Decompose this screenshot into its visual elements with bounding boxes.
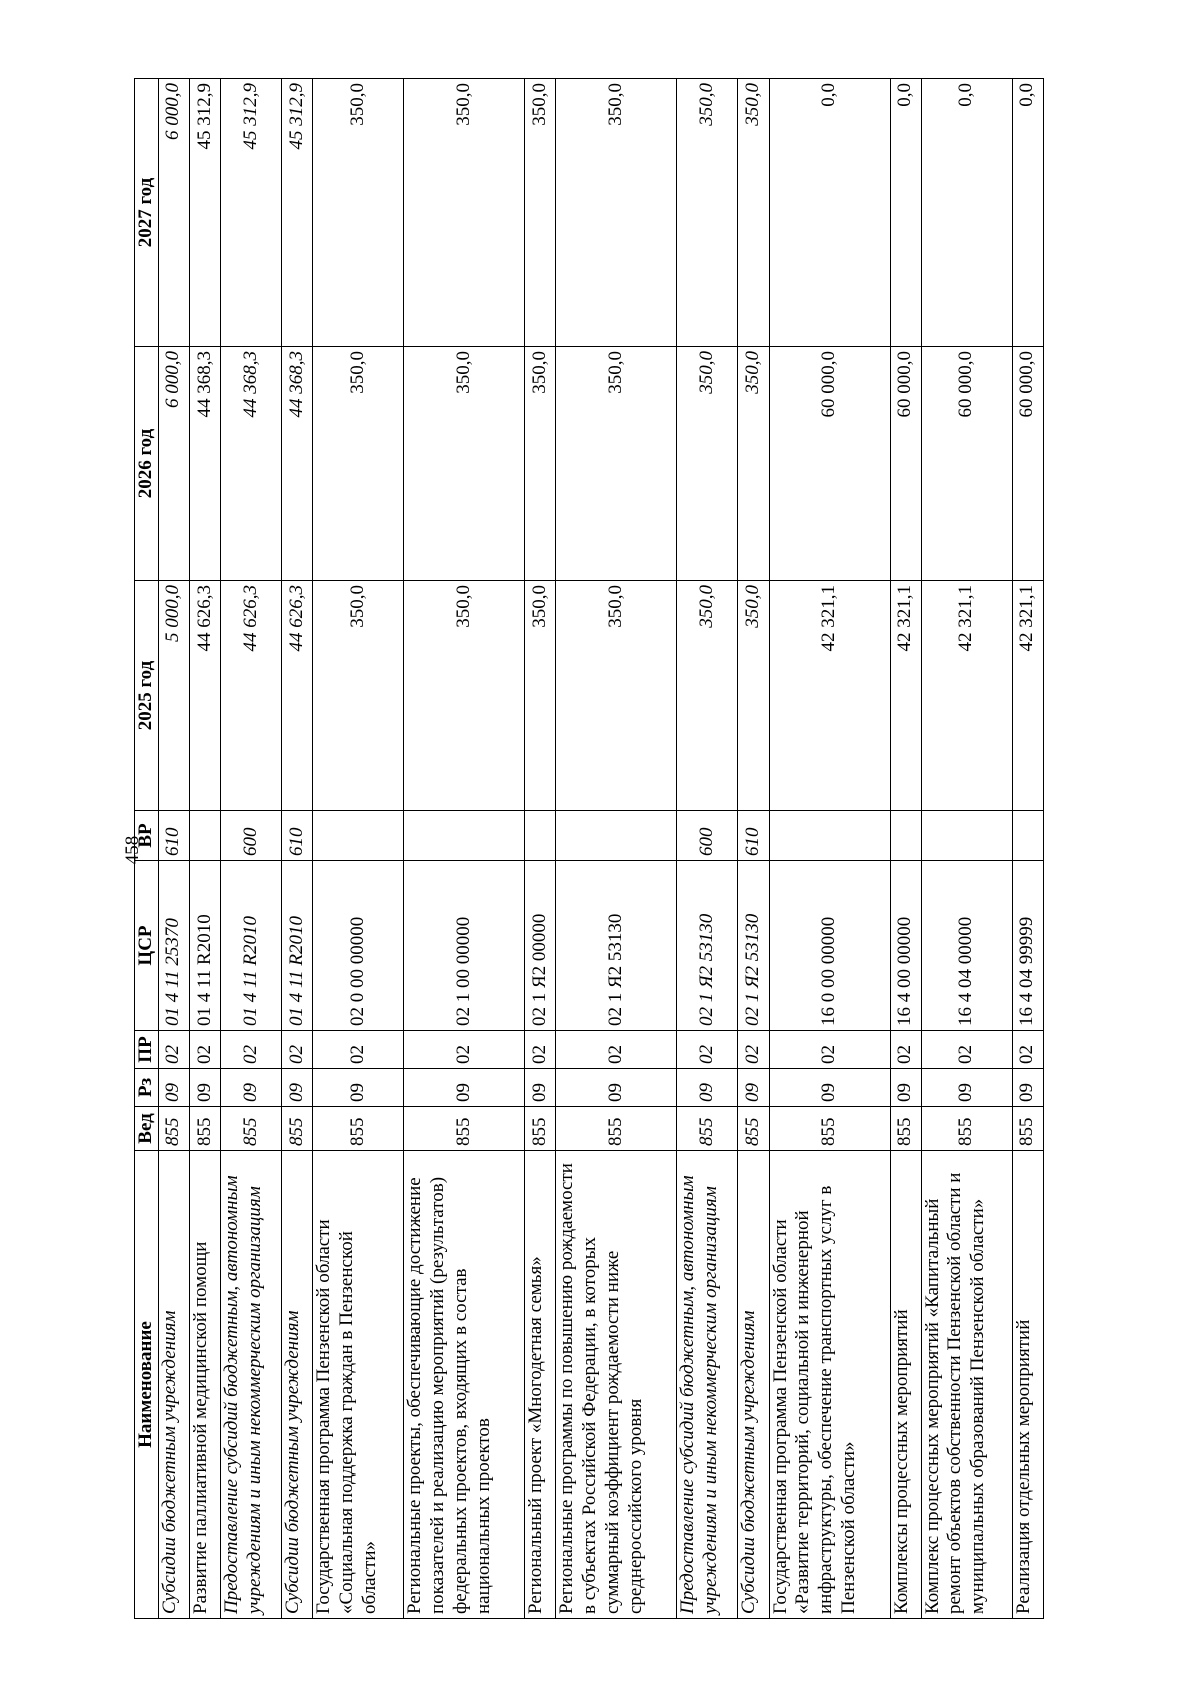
- cell-2025: 350,0: [738, 581, 769, 811]
- cell-vr: [525, 811, 556, 861]
- cell-2025: 350,0: [677, 581, 738, 811]
- cell-pr: 02: [282, 1031, 313, 1069]
- cell-name: Государственная программа Пензенской области «Развитие территорий, социальной и инженерной инфраструктуры, обеспечение транспортных услуг в Пензенской области»: [769, 1151, 890, 1619]
- cell-csr: 02 1 Я2 53130: [677, 861, 738, 1031]
- cell-rz: 09: [221, 1069, 282, 1107]
- cell-csr: 01 4 11 25370: [158, 861, 189, 1031]
- cell-rz: 09: [890, 1069, 921, 1107]
- cell-name: Субсидии бюджетным учреждениям: [158, 1151, 189, 1619]
- cell-2026: 350,0: [677, 347, 738, 581]
- cell-pr: 02: [677, 1031, 738, 1069]
- table-row: [158, 79, 189, 1619]
- cell-name: Региональный проект «Многодетная семья»: [525, 1151, 556, 1619]
- cell-csr: 02 1 Я2 00000: [525, 861, 556, 1031]
- cell-rz: 09: [189, 1069, 220, 1107]
- cell-2025: 350,0: [404, 581, 525, 811]
- cell-csr: 16 4 04 00000: [921, 861, 1012, 1031]
- cell-csr: 16 0 00 00000: [769, 861, 890, 1031]
- cell-name: Предоставление субсидий бюджетным, автономным учреждениям и иным некоммерческим организациям: [677, 1151, 738, 1619]
- cell-vr: [189, 811, 220, 861]
- table-row: [556, 79, 677, 1619]
- cell-2027: 350,0: [677, 79, 738, 347]
- cell-2025: 44 626,3: [189, 581, 220, 811]
- cell-2025: 44 626,3: [282, 581, 313, 811]
- cell-2025: 42 321,1: [890, 581, 921, 811]
- cell-csr: 02 1 Я2 53130: [556, 861, 677, 1031]
- cell-2026: 6 000,0: [158, 347, 189, 581]
- cell-name: Развитие паллиативной медицинской помощи: [189, 1151, 220, 1619]
- cell-pr: 02: [1012, 1031, 1043, 1069]
- header-ved: Вед: [135, 1107, 159, 1151]
- cell-name: Региональные программы по повышению рождаемости в субъектах Российской Федерации, в которых суммарный коэффициент рождаемости ниже среднероссийского уровня: [556, 1151, 677, 1619]
- table-row: [1012, 79, 1043, 1619]
- cell-csr: 01 4 11 R2010: [221, 861, 282, 1031]
- header-vr: ВР: [135, 811, 159, 861]
- budget-table: [134, 78, 1044, 1619]
- cell-2025: 350,0: [556, 581, 677, 811]
- cell-ved: 855: [738, 1107, 769, 1151]
- table-header-row: [135, 79, 159, 1619]
- cell-2026: 44 368,3: [221, 347, 282, 581]
- cell-name: Комплексы процессных мероприятий: [890, 1151, 921, 1619]
- cell-2026: 60 000,0: [769, 347, 890, 581]
- cell-rz: 09: [677, 1069, 738, 1107]
- cell-ved: 855: [921, 1107, 1012, 1151]
- cell-ved: 855: [189, 1107, 220, 1151]
- cell-vr: 600: [221, 811, 282, 861]
- cell-ved: 855: [525, 1107, 556, 1151]
- cell-vr: [921, 811, 1012, 861]
- cell-2027: 0,0: [769, 79, 890, 347]
- cell-pr: 02: [158, 1031, 189, 1069]
- cell-2026: 350,0: [525, 347, 556, 581]
- cell-2027: 6 000,0: [158, 79, 189, 347]
- cell-rz: 09: [1012, 1069, 1043, 1107]
- cell-ved: 855: [158, 1107, 189, 1151]
- cell-ved: 855: [677, 1107, 738, 1151]
- cell-name: Реализация отдельных мероприятий: [1012, 1151, 1043, 1619]
- cell-vr: [404, 811, 525, 861]
- budget-table-wrapper: [134, 79, 1044, 1619]
- table-row: [282, 79, 313, 1619]
- cell-csr: 02 0 00 00000: [313, 861, 404, 1031]
- header-rz: Рз: [135, 1069, 159, 1107]
- table-row: [221, 79, 282, 1619]
- cell-pr: 02: [313, 1031, 404, 1069]
- cell-2027: 350,0: [738, 79, 769, 347]
- cell-ved: 855: [769, 1107, 890, 1151]
- cell-2026: 350,0: [556, 347, 677, 581]
- cell-vr: [313, 811, 404, 861]
- cell-2027: 350,0: [525, 79, 556, 347]
- cell-csr: 16 4 00 00000: [890, 861, 921, 1031]
- table-row: [738, 79, 769, 1619]
- cell-2025: 42 321,1: [921, 581, 1012, 811]
- cell-2025: 42 321,1: [769, 581, 890, 811]
- cell-2027: 0,0: [921, 79, 1012, 347]
- cell-2026: 350,0: [738, 347, 769, 581]
- cell-csr: 02 1 Я2 53130: [738, 861, 769, 1031]
- cell-pr: 02: [525, 1031, 556, 1069]
- cell-rz: 09: [313, 1069, 404, 1107]
- cell-2027: 0,0: [1012, 79, 1043, 347]
- cell-name: Региональные проекты, обеспечивающие достижение показателей и реализацию мероприятий (результатов) федеральных проектов, входящих в состав национальных проектов: [404, 1151, 525, 1619]
- cell-ved: 855: [890, 1107, 921, 1151]
- cell-rz: 09: [921, 1069, 1012, 1107]
- cell-ved: 855: [556, 1107, 677, 1151]
- cell-rz: 09: [769, 1069, 890, 1107]
- cell-rz: 09: [738, 1069, 769, 1107]
- cell-vr: [556, 811, 677, 861]
- cell-name: Предоставление субсидий бюджетным, автономным учреждениям и иным некоммерческим организациям: [221, 1151, 282, 1619]
- cell-2026: 350,0: [404, 347, 525, 581]
- header-pr: ПР: [135, 1031, 159, 1069]
- cell-2025: 350,0: [313, 581, 404, 811]
- cell-2025: 44 626,3: [221, 581, 282, 811]
- cell-2026: 60 000,0: [890, 347, 921, 581]
- header-2026: 2026 год: [135, 347, 159, 581]
- cell-csr: 01 4 11 R2010: [282, 861, 313, 1031]
- cell-rz: 09: [525, 1069, 556, 1107]
- cell-ved: 855: [221, 1107, 282, 1151]
- cell-pr: 02: [556, 1031, 677, 1069]
- cell-2025: 350,0: [525, 581, 556, 811]
- cell-2026: 44 368,3: [282, 347, 313, 581]
- cell-2026: 60 000,0: [1012, 347, 1043, 581]
- cell-vr: 610: [282, 811, 313, 861]
- cell-rz: 09: [404, 1069, 525, 1107]
- cell-rz: 09: [556, 1069, 677, 1107]
- cell-2027: 45 312,9: [221, 79, 282, 347]
- cell-ved: 855: [313, 1107, 404, 1151]
- cell-ved: 855: [1012, 1107, 1043, 1151]
- cell-vr: [890, 811, 921, 861]
- cell-vr: [1012, 811, 1043, 861]
- table-row: [769, 79, 890, 1619]
- cell-2027: 45 312,9: [189, 79, 220, 347]
- cell-csr: 01 4 11 R2010: [189, 861, 220, 1031]
- table-row: [525, 79, 556, 1619]
- header-2027: 2027 год: [135, 79, 159, 347]
- table-row: [890, 79, 921, 1619]
- table-row: [677, 79, 738, 1619]
- cell-2027: 350,0: [556, 79, 677, 347]
- cell-pr: 02: [189, 1031, 220, 1069]
- table-row: [921, 79, 1012, 1619]
- table-body: [158, 79, 1043, 1619]
- cell-pr: 02: [738, 1031, 769, 1069]
- cell-2026: 350,0: [313, 347, 404, 581]
- cell-2025: 5 000,0: [158, 581, 189, 811]
- cell-csr: 16 4 04 99999: [1012, 861, 1043, 1031]
- cell-pr: 02: [221, 1031, 282, 1069]
- cell-ved: 855: [282, 1107, 313, 1151]
- cell-vr: [769, 811, 890, 861]
- header-2025: 2025 год: [135, 581, 159, 811]
- cell-rz: 09: [282, 1069, 313, 1107]
- cell-2025: 42 321,1: [1012, 581, 1043, 811]
- cell-pr: 02: [921, 1031, 1012, 1069]
- cell-csr: 02 1 00 00000: [404, 861, 525, 1031]
- cell-name: Государственная программа Пензенской области «Социальная поддержка граждан в Пензенской области»: [313, 1151, 404, 1619]
- cell-vr: 610: [738, 811, 769, 861]
- page-number: 458: [122, 835, 143, 865]
- cell-2027: 350,0: [404, 79, 525, 347]
- cell-2026: 44 368,3: [189, 347, 220, 581]
- cell-pr: 02: [890, 1031, 921, 1069]
- cell-rz: 09: [158, 1069, 189, 1107]
- cell-name: Субсидии бюджетным учреждениям: [738, 1151, 769, 1619]
- table-row: [189, 79, 220, 1619]
- table-row: [404, 79, 525, 1619]
- cell-2027: 0,0: [890, 79, 921, 347]
- table-row: [313, 79, 404, 1619]
- cell-name: Комплекс процессных мероприятий «Капитальный ремонт объектов собственности Пензенской области и муниципальных образований Пензенской области»: [921, 1151, 1012, 1619]
- cell-2027: 350,0: [313, 79, 404, 347]
- header-csr: ЦСР: [135, 861, 159, 1031]
- cell-vr: 600: [677, 811, 738, 861]
- cell-2027: 45 312,9: [282, 79, 313, 347]
- cell-2026: 60 000,0: [921, 347, 1012, 581]
- cell-vr: 610: [158, 811, 189, 861]
- header-name: Наименование: [135, 1151, 159, 1619]
- cell-ved: 855: [404, 1107, 525, 1151]
- cell-name: Субсидии бюджетным учреждениям: [282, 1151, 313, 1619]
- cell-pr: 02: [769, 1031, 890, 1069]
- cell-pr: 02: [404, 1031, 525, 1069]
